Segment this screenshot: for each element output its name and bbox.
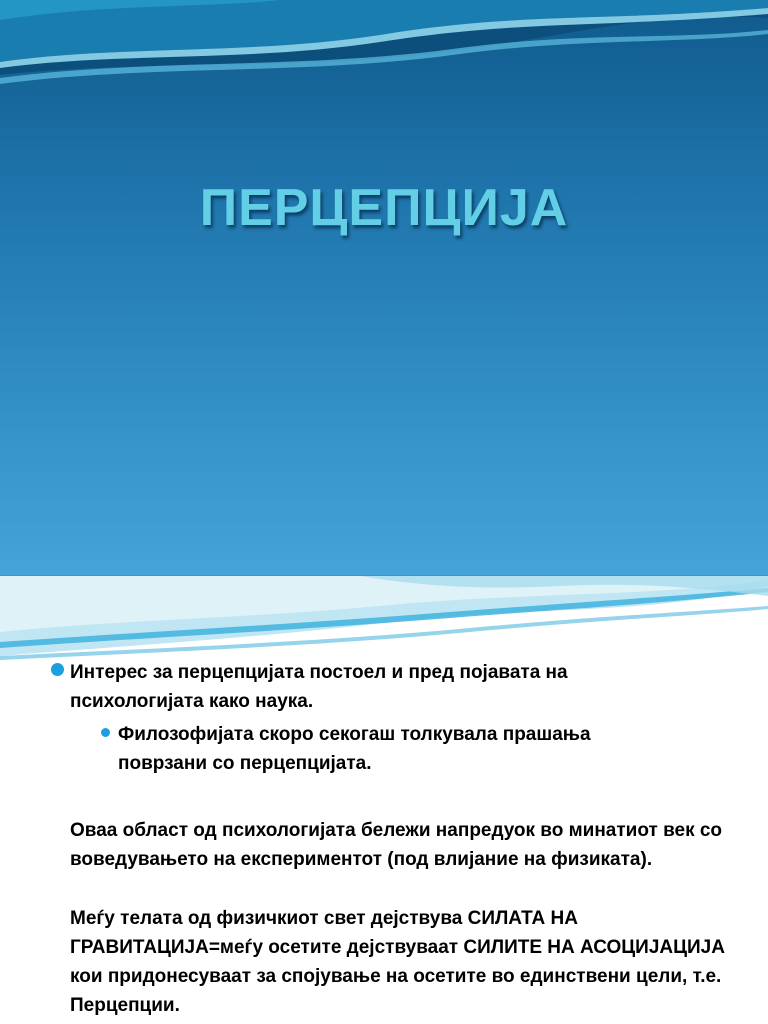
header-wave-decoration bbox=[0, 0, 768, 110]
sub-bullet-dot-icon bbox=[101, 728, 110, 737]
content-slide bbox=[0, 576, 768, 1024]
bullet-dot-icon bbox=[51, 663, 64, 676]
content-wave-decoration bbox=[0, 576, 768, 671]
paragraph-2: Меѓу телата од физичкиот свет дејствува СИЛАТА НА ГРАВИТАЦИЈА=меѓу осетите дејствуваат СИЛИТЕ НА АСОЦИЈАЦИЈА кои придонесуваат за спојување на осетите во единствени цели, т.е. Перцепции. bbox=[70, 908, 725, 1016]
slide-title: ПЕРЦЕПЦИЈА bbox=[199, 179, 569, 237]
bullet-item-1: Интерес за перцепцијата постоел и пред појавата на психологијата како наука. bbox=[70, 662, 568, 712]
bullet-item-2: Филозофијата скоро секогаш толкувала прашања поврзани со перцепцијата. bbox=[118, 724, 591, 774]
paragraph-1: Оваа област од психологијата бележи напредуок во минатиот век со воведувањето на експериментот (под влијание на физиката). bbox=[70, 820, 723, 870]
